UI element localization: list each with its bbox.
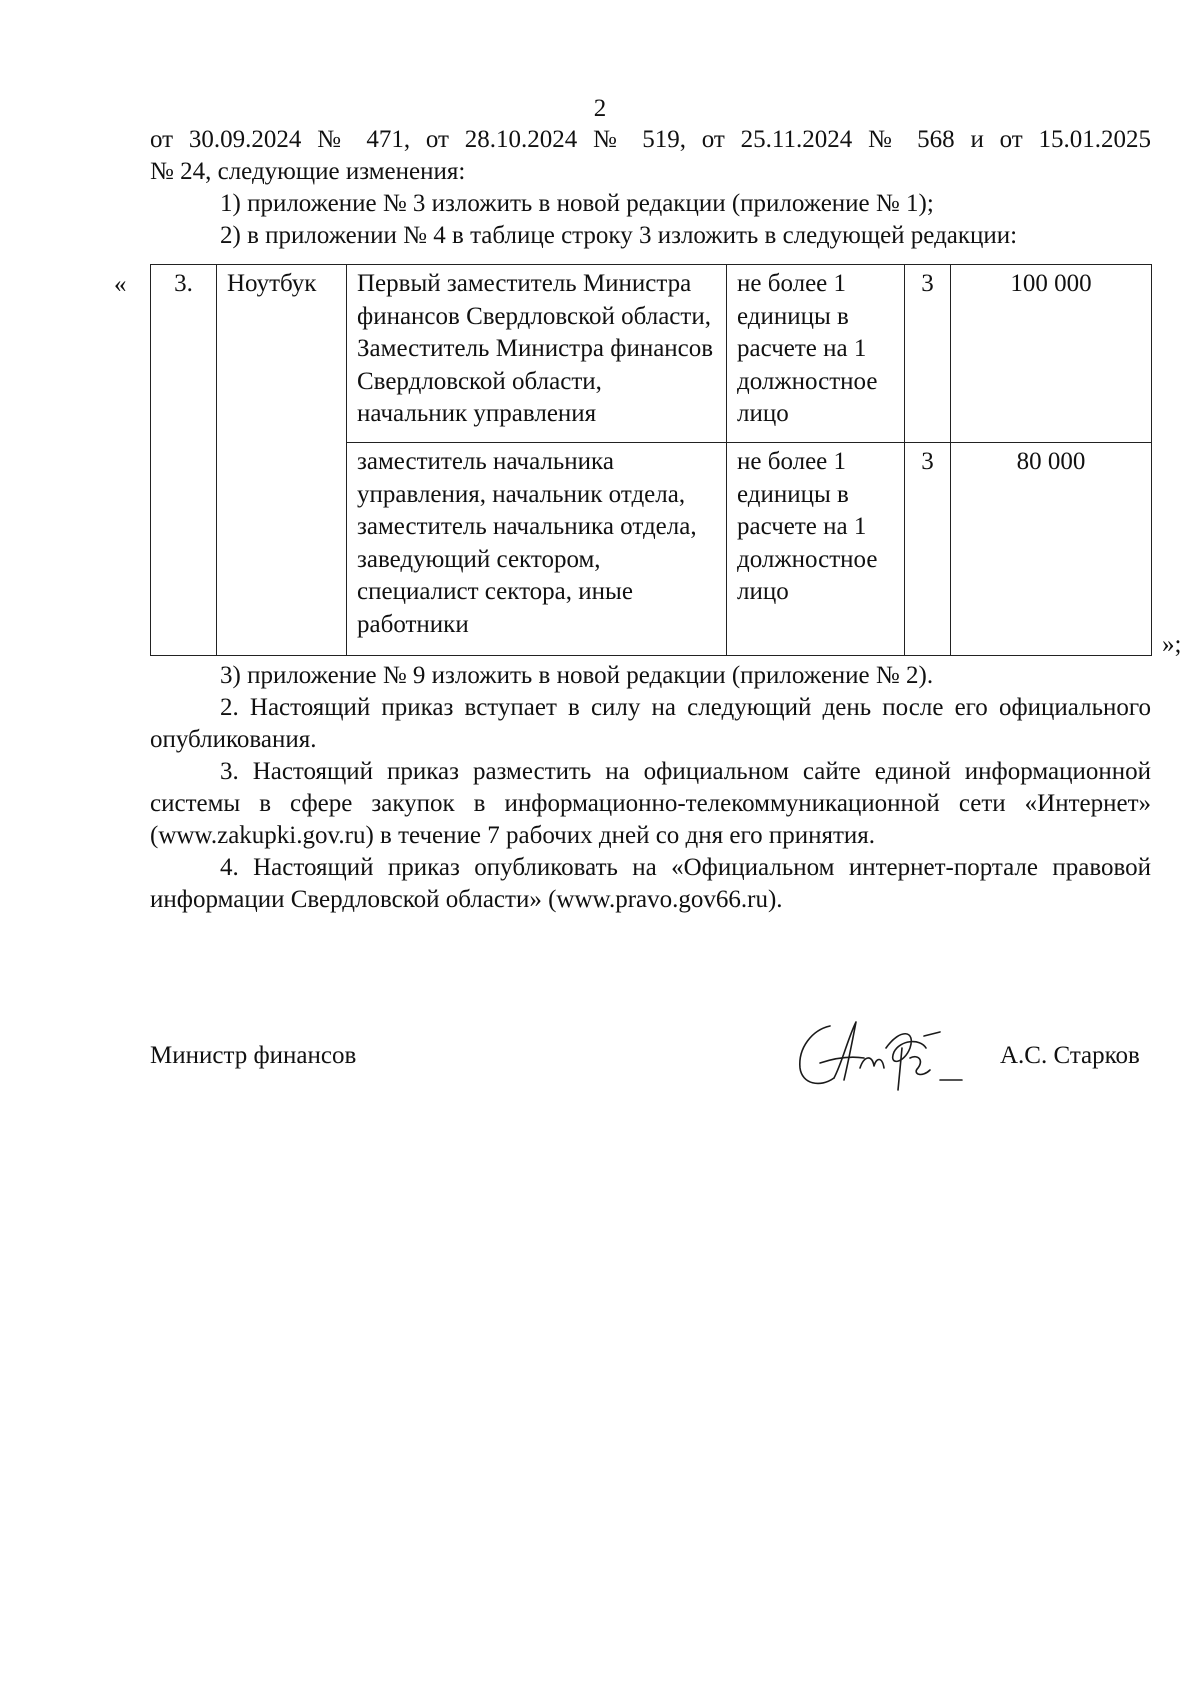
paragraph-2: 2. Настоящий приказ вступает в силу на следующий день после его официального опубликования. [150, 694, 1151, 753]
row-number-cell: 3. [151, 265, 217, 656]
table-row [151, 265, 1152, 443]
closing-quote: »; [1162, 631, 1182, 658]
paragraph-4: 4. Настоящий приказ опубликовать на «Официальном интернет-портале правовой информации Свердловской области» (www.pravo.gov66.ru). [150, 854, 1151, 913]
item-name-cell: Ноутбук [217, 265, 347, 656]
amendment-item-2: 2) в приложении № 4 в таблице строку 3 изложить в следующей редакции: [220, 222, 1018, 249]
quantity-cell: не более 1 единицы в расчете на 1 должностное лицо [727, 265, 905, 443]
signer-name: А.С. Старков [1000, 1042, 1140, 1069]
signature-image [790, 1008, 965, 1098]
position-cell: заместитель начальника управления, начальник отдела, заместитель начальника отдела, заведующий сектором, специалист сектора, иные работники [347, 443, 727, 656]
intro-line-2: № 24, следующие изменения: [150, 158, 466, 185]
price-cell: 100 000 [951, 265, 1152, 443]
closing-paragraphs [150, 660, 1151, 916]
position-cell: Первый заместитель Министра финансов Свердловской области, Заместитель Министра финансов Свердловской области, начальник управления [347, 265, 727, 443]
amendment-item-3: 3) приложение № 9 изложить в новой редакции (приложение № 2). [220, 662, 934, 689]
signer-position: Министр финансов [150, 1042, 357, 1069]
term-cell: 3 [905, 443, 951, 656]
quantity-cell: не более 1 единицы в расчете на 1 должностное лицо [727, 443, 905, 656]
norms-table [150, 264, 1152, 656]
page-number: 2 [593, 95, 607, 122]
amendment-item-1: 1) приложение № 3 изложить в новой редакции (приложение № 1); [220, 190, 934, 217]
intro-block [150, 124, 1151, 252]
intro-line-1: от 30.09.2024 № 471, от 28.10.2024 № 519, от 25.11.2024 № 568 и от 15.01.2025 [150, 126, 1151, 153]
paragraph-3: 3. Настоящий приказ разместить на официальном сайте единой информационной системы в сфере закупок в информационно-телекоммуникационной сети «Интернет» (www.zakupki.gov.ru) в течение 7 рабочих дней со дня его принятия. [150, 758, 1151, 849]
opening-quote: « [114, 271, 127, 298]
price-cell: 80 000 [951, 443, 1152, 656]
term-cell: 3 [905, 265, 951, 443]
